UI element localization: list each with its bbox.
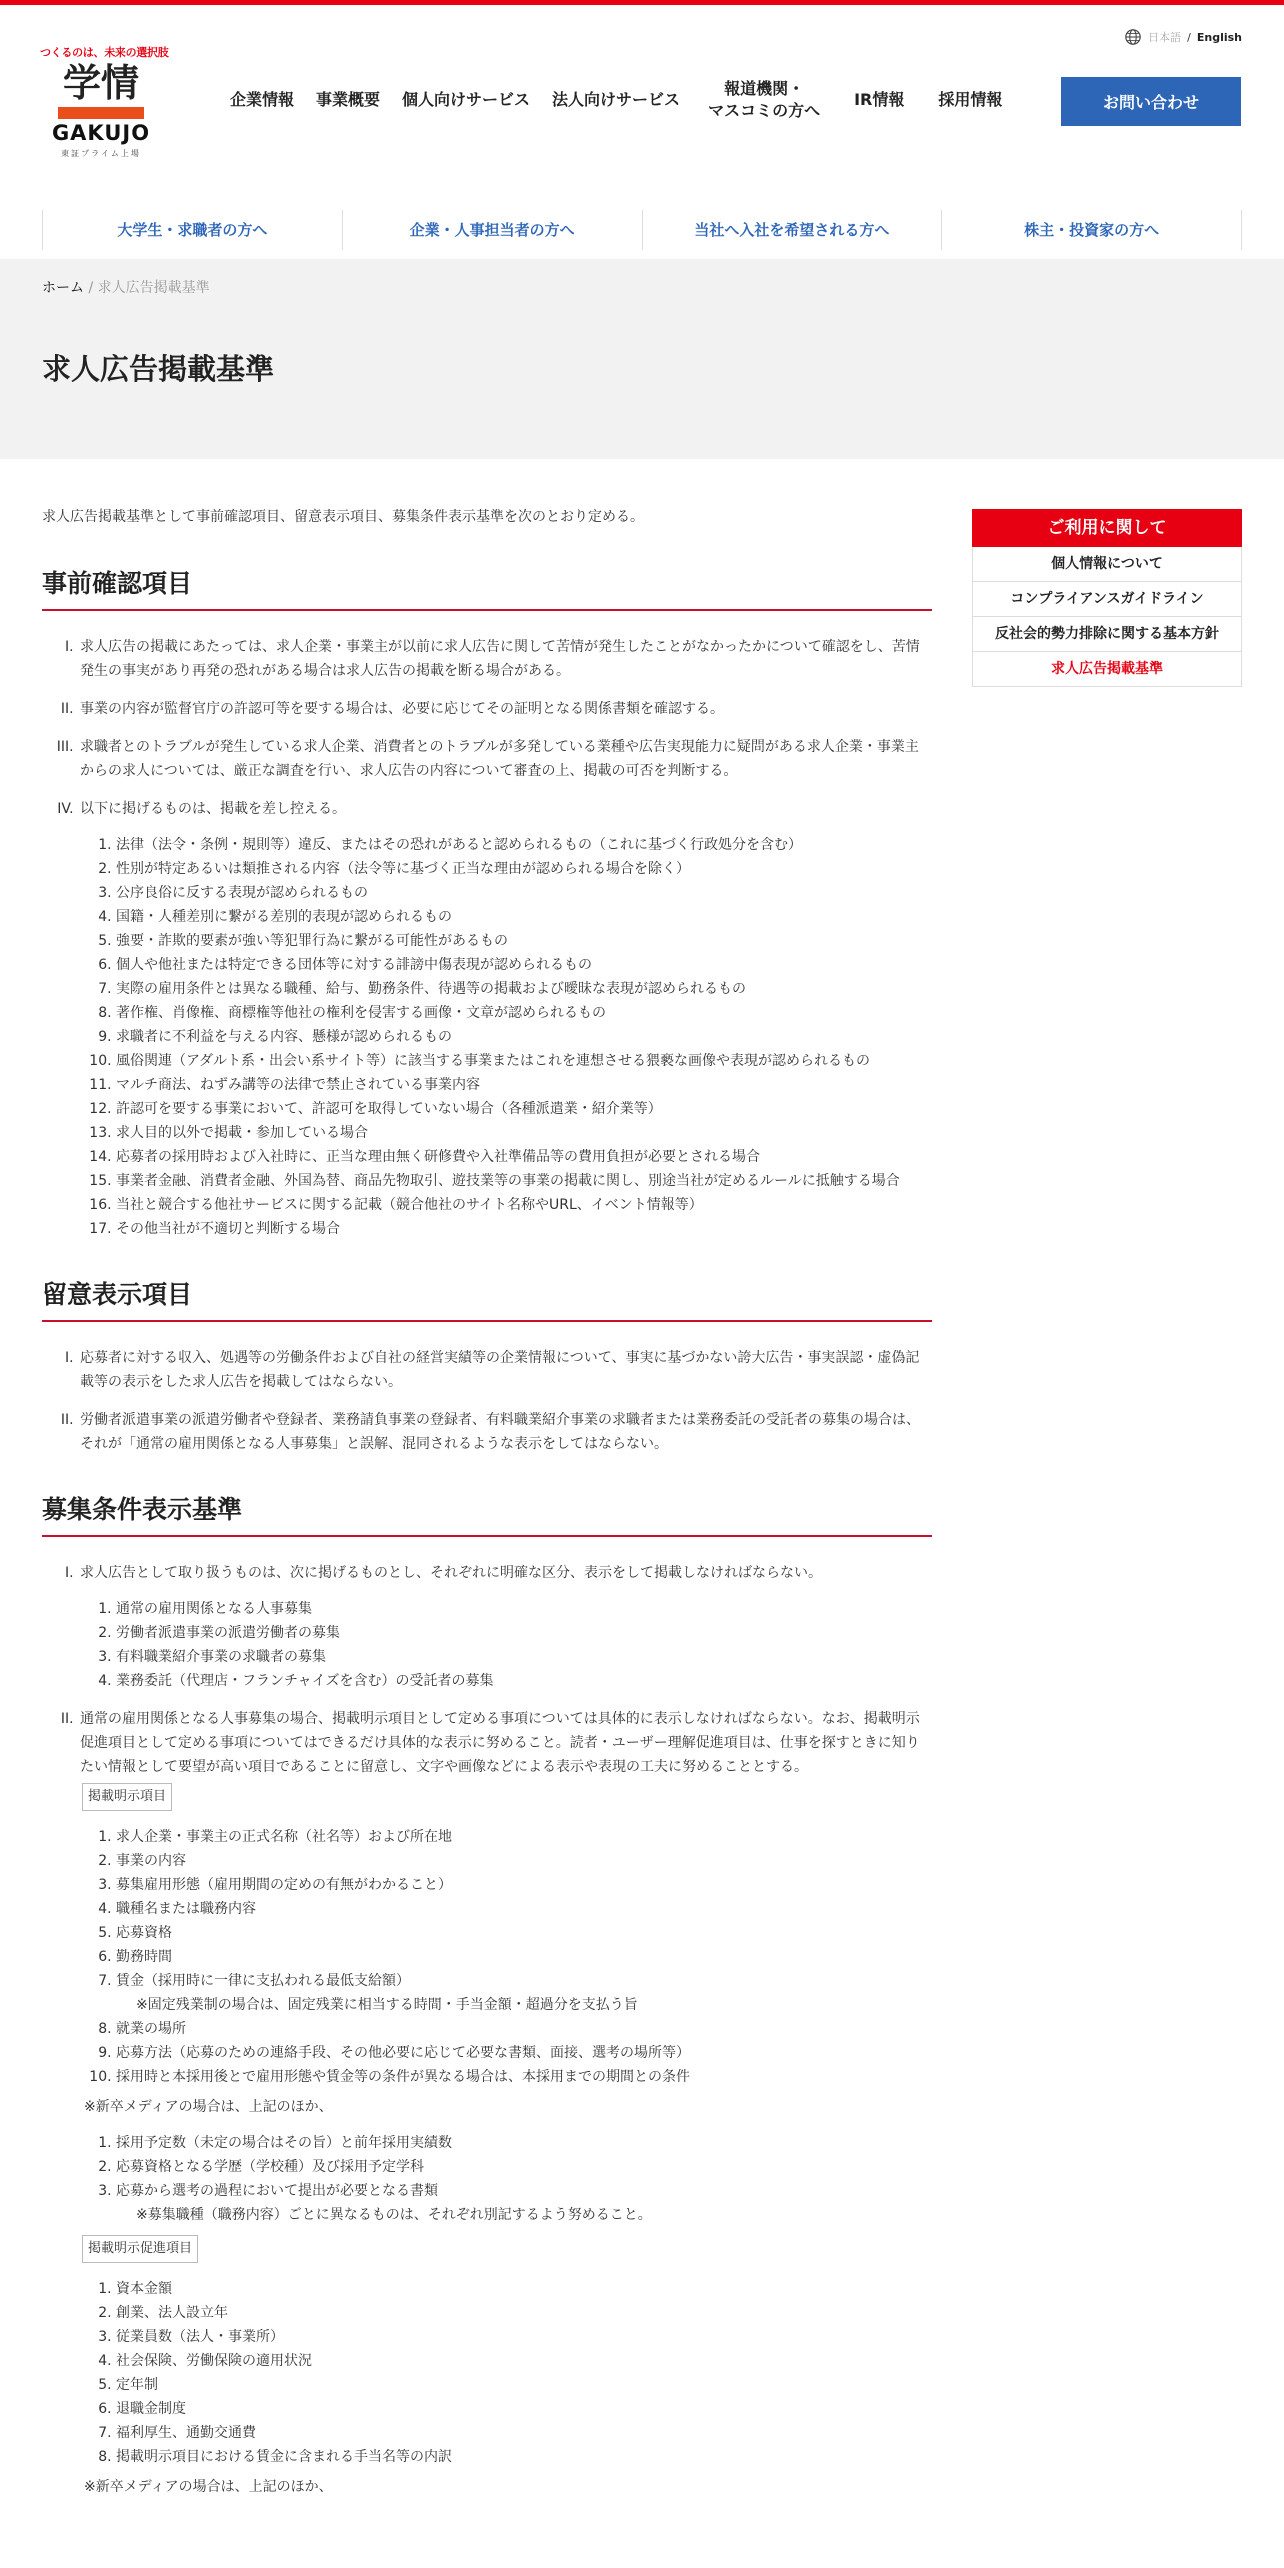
list-item [116, 1217, 932, 1241]
list-item-text: 職種名または職務内容 [116, 1901, 256, 1917]
list-item [78, 797, 932, 1241]
list-item-text: 法律（法令・条例・規則等）違反、またはその恐れがあると認められるもの（これに基づく行政処分を含む） [116, 837, 802, 853]
list-item [116, 1169, 932, 1193]
list-item [116, 1025, 932, 1049]
section-conditions [42, 1490, 932, 2499]
logo-kanji: 学情 [62, 60, 139, 105]
list-item: II. 事業の内容が監督官庁の許認可等を要する場合は、必要に応じてその証明となる関係書類を確認する。 [78, 697, 932, 721]
list-item [116, 2041, 932, 2065]
list-item-text: 当社と競合する他社サービスに関する記載（競合他社のサイト名称やURL、イベント情報等） [116, 1197, 703, 1213]
list-item [116, 977, 932, 1001]
caution-list [42, 1346, 932, 1456]
nav-ir[interactable]: IR情報 [854, 90, 905, 109]
logo-roman: GAKUJO [51, 121, 151, 145]
list-item-text: 業務委託（代理店・フランチャイズを含む）の受託者の募集 [116, 1673, 494, 1689]
list-item-note: ※固定残業制の場合は、固定残業に相当する時間・手当金額・超過分を支払う旨 [136, 1997, 638, 2013]
nav-individual-services[interactable]: 個人向けサービス [402, 90, 531, 109]
pre-check-list [42, 635, 932, 1241]
list-item [116, 2373, 932, 2397]
list-item [116, 2325, 932, 2349]
list-item [116, 2155, 932, 2179]
list-item-text: 創業、法人設立年 [116, 2305, 228, 2321]
nav-press[interactable]: 報道機関・ マスコミの方へ [708, 79, 821, 120]
recommended-items-label: 掲載明示促進項目 [82, 2235, 198, 2263]
sidebar-title: ご利用に関して [972, 509, 1242, 547]
lang-separator: / [1187, 30, 1191, 44]
list-item-text: 著作権、肖像権、商標権等他社の権利を侵害する画像・文章が認められるもの [116, 1005, 606, 1021]
logo-bar [58, 107, 144, 119]
list-item-text: 労働者派遣事業の派遣労働者の募集 [116, 1625, 340, 1641]
list-item-text: 賃金（採用時に一律に支払われる最低支給額） [116, 1973, 410, 1989]
title-band [0, 259, 1284, 459]
list-item-text: 事業者金融、消費者金融、外国為替、商品先物取引、遊技業等の事業の掲載に関し、別途当社が定めるルールに抵触する場合 [116, 1173, 900, 1189]
list-item [116, 1825, 932, 1849]
conditions-list [42, 1561, 932, 2499]
nav-business-overview[interactable]: 事業概要 [316, 90, 381, 109]
list-item [116, 1121, 932, 1145]
list-item [116, 1621, 932, 1645]
list-item [116, 1945, 932, 1969]
new-grad-items-list [58, 2131, 932, 2227]
ad-type-list [58, 1597, 932, 1693]
list-item-text: 就業の場所 [116, 2021, 186, 2037]
list-item: I. 応募者に対する収入、処遇等の労働条件および自社の経営実績等の企業情報について、事実に基づかない誇大広告・事実誤認・虚偽記載等の表示をした求人広告を掲載してはならない。 [78, 1346, 932, 1394]
list-item-text: 個人や他社または特定できる団体等に対する誹謗中傷表現が認められるもの [116, 957, 592, 973]
list-item-text: マルチ商法、ねずみ講等の法律で禁止されている事業内容 [116, 1077, 480, 1093]
list-item-text: 強要・詐欺的要素が強い等犯罪行為に繋がる可能性があるもの [116, 933, 508, 949]
audience-nav [42, 210, 1242, 250]
breadcrumb-current: 求人広告掲載基準 [97, 280, 210, 296]
section-title: 募集条件表示基準 [42, 1490, 932, 1537]
list-item-text: 求人企業・事業主の正式名称（社名等）および所在地 [116, 1829, 452, 1845]
top-accent-bar [0, 0, 1284, 5]
logo-listed: 東証プライム上場 [61, 149, 141, 158]
list-item [116, 1849, 932, 1873]
contact-button[interactable]: お問い合わせ [1061, 77, 1241, 126]
logo-tagline: つくるのは、未来の選択肢 [40, 46, 169, 59]
list-item-text: 求人広告として取り扱うものは、次に掲げるものとし、それぞれに明確な区分、表示をして掲載しなければならない。 [80, 1565, 822, 1581]
section-title: 事前確認項目 [42, 564, 932, 611]
list-item-text: 定年制 [116, 2377, 158, 2393]
list-item [116, 1001, 932, 1025]
list-item: I. 求人広告の掲載にあたっては、求人企業・事業主が以前に求人広告に関して苦情が発生したことがなかったかについて確認をし、苦情発生の事実があり再発の恐れがある場合は求人広告の掲載を断る場合がある。 [78, 635, 932, 683]
list-item: III. 求職者とのトラブルが発生している求人企業、消費者とのトラブルが多発している業種や広告実現能力に疑問がある求人企業・事業主からの求人については、厳正な調査を行い、求人広告の内容について審査の上、掲載の可否を判断する。 [78, 735, 932, 783]
list-item [116, 2397, 932, 2421]
list-item-text: 従業員数（法人・事業所） [116, 2329, 284, 2345]
nav-company-info[interactable]: 企業情報 [230, 90, 295, 109]
global-nav [230, 78, 1024, 122]
list-item [116, 2349, 932, 2373]
list-item [116, 929, 932, 953]
sidebar-link-privacy[interactable]: 個人情報について [972, 547, 1242, 582]
list-item [116, 2421, 932, 2445]
list-item [116, 2277, 932, 2301]
page-title: 求人広告掲載基準 [42, 352, 275, 386]
list-item [116, 953, 932, 977]
list-item-text: 求人目的以外で掲載・参加している場合 [116, 1125, 368, 1141]
list-item-text: 福利厚生、通勤交通費 [116, 2425, 256, 2441]
audience-applicants[interactable]: 当社へ入社を希望される方へ [642, 210, 942, 250]
list-item [116, 2131, 932, 2155]
breadcrumb [42, 277, 210, 297]
list-item [116, 1073, 932, 1097]
breadcrumb-separator: / [88, 280, 94, 296]
list-item-text: その他当社が不適切と判断する場合 [116, 1221, 340, 1237]
list-item-text: 以下に掲げるものは、掲載を差し控える。 [80, 801, 346, 817]
list-item [116, 2065, 932, 2089]
list-item-text: 通常の雇用関係となる人事募集 [116, 1601, 312, 1617]
list-item-text: 応募資格となる学歴（学校種）及び採用予定学科 [116, 2159, 424, 2175]
list-item-text: 公序良俗に反する表現が認められるもの [116, 885, 368, 901]
list-item-text: 通常の雇用関係となる人事募集の場合、掲載明示項目として定める事項については具体的に表示しなければならない。なお、掲載明示促進項目として定める事項についてはできるだけ具体的な表示に努めること。読者・ユーザー理解促進項目は、仕事を探すときに知りたい情報として要望が高い項目であることに留意し、文字や画像などによる表示や表現の工夫に努めることとする。 [80, 1711, 920, 1775]
new-grad-note: ※新卒メディアの場合は、上記のほか、 [84, 2099, 333, 2115]
breadcrumb-home[interactable]: ホーム [42, 280, 84, 296]
list-item-text: 実際の雇用条件とは異なる職種、給与、勤務条件、待遇等の掲載および曖昧な表現が認められるもの [116, 981, 746, 997]
nav-recruit[interactable]: 採用情報 [938, 90, 1003, 109]
list-item [116, 2445, 932, 2469]
list-item [116, 1597, 932, 1621]
new-grad-note: ※新卒メディアの場合は、上記のほか、 [84, 2479, 333, 2495]
list-item-text: 勤務時間 [116, 1949, 172, 1965]
section-pre-check [42, 564, 932, 1241]
list-item-text: 許認可を要する事業において、許認可を取得していない場合（各種派遣業・紹介業等） [116, 1101, 662, 1117]
list-item-text: 応募資格 [116, 1925, 172, 1941]
list-item [116, 1193, 932, 1217]
sidebar-link-antisocial[interactable]: 反社会的勢力排除に関する基本方針 [972, 617, 1242, 652]
prohibited-list [58, 833, 932, 1241]
language-switcher [1124, 28, 1242, 46]
section-title: 留意表示項目 [42, 1275, 932, 1322]
list-item-text: 資本金額 [116, 2281, 172, 2297]
nav-corporate-services[interactable]: 法人向けサービス [552, 90, 681, 109]
globe-icon [1124, 28, 1142, 46]
list-item-text: 採用予定数（未定の場合はその旨）と前年採用実績数 [116, 2135, 452, 2151]
list-item [78, 1707, 932, 2499]
list-item [78, 1561, 932, 1693]
list-item-text: 募集雇用形態（雇用期間の定めの有無がわかること） [116, 1877, 452, 1893]
list-item-text: 応募方法（応募のための連絡手段、その他必要に応じて必要な書類、面接、選考の場所等） [116, 2045, 690, 2061]
list-item [116, 2179, 932, 2227]
list-item-text: 応募から選考の過程において提出が必要となる書類 [116, 2183, 438, 2199]
section-caution [42, 1275, 932, 1456]
sidebar-link-ad-standards[interactable]: 求人広告掲載基準 [972, 652, 1242, 687]
list-item [116, 881, 932, 905]
list-item-text: 有料職業紹介事業の求職者の募集 [116, 1649, 326, 1665]
list-item [116, 1645, 932, 1669]
list-item [116, 1969, 932, 2017]
sidebar [972, 509, 1242, 687]
list-item [116, 2017, 932, 2041]
audience-students[interactable]: 大学生・求職者の方へ [42, 210, 342, 250]
list-item [116, 1921, 932, 1945]
list-item-text: 性別が特定あるいは類推される内容（法令等に基づく正当な理由が認められる場合を除く） [116, 861, 690, 877]
list-item-text: 風俗関連（アダルト系・出会い系サイト等）に該当する事業またはこれを連想させる猥褻な画像や表現が認められるもの [116, 1053, 871, 1069]
list-item [116, 1897, 932, 1921]
lang-japanese[interactable]: 日本語 [1148, 31, 1182, 44]
recommended-items-list [58, 2277, 932, 2469]
audience-companies[interactable]: 企業・人事担当者の方へ [342, 210, 642, 250]
list-item-note: ※募集職種（職務内容）ごとに異なるものは、それぞれ別記するよう努めること。 [136, 2207, 652, 2223]
list-item-text: 社会保険、労働保険の適用状況 [116, 2353, 312, 2369]
list-item [116, 1049, 932, 1073]
list-item-text: 退職金制度 [116, 2401, 186, 2417]
logo[interactable] [40, 44, 169, 160]
list-item [116, 857, 932, 881]
lang-english[interactable]: English [1196, 30, 1242, 44]
list-item [116, 1145, 932, 1169]
required-items-list [58, 1825, 932, 2089]
list-item [116, 905, 932, 929]
intro-text: 求人広告掲載基準として事前確認項目、留意表示項目、募集条件表示基準を次のとおり定める。 [42, 509, 644, 525]
audience-investors[interactable]: 株主・投資家の方へ [941, 210, 1242, 250]
list-item-text: 求職者に不利益を与える内容、懸様が認められるもの [116, 1029, 452, 1045]
list-item [116, 2301, 932, 2325]
list-item [116, 1669, 932, 1693]
list-item-text: 応募者の採用時および入社時に、正当な理由無く研修費や入社準備品等の費用負担が必要とされる場合 [116, 1149, 760, 1165]
required-items-label: 掲載明示項目 [82, 1783, 172, 1811]
list-item-text: 掲載明示項目における賃金に含まれる手当名等の内訳 [116, 2449, 452, 2465]
list-item [116, 833, 932, 857]
list-item: II. 労働者派遣事業の派遣労働者や登録者、業務請負事業の登録者、有料職業紹介事業の求職者または業務委託の受託者の募集の場合は、それが「通常の雇用関係となる人事募集」と誤解、混同されるような表示をしてはならない。 [78, 1408, 932, 1456]
list-item [116, 1873, 932, 1897]
sidebar-link-compliance[interactable]: コンプライアンスガイドライン [972, 582, 1242, 617]
list-item-text: 採用時と本採用後とで雇用形態や賃金等の条件が異なる場合は、本採用までの期間との条件 [116, 2069, 690, 2085]
main-content [42, 506, 932, 2533]
list-item-text: 事業の内容 [116, 1853, 186, 1869]
list-item [116, 1097, 932, 1121]
list-item-text: 国籍・人種差別に繋がる差別的表現が認められるもの [116, 909, 452, 925]
